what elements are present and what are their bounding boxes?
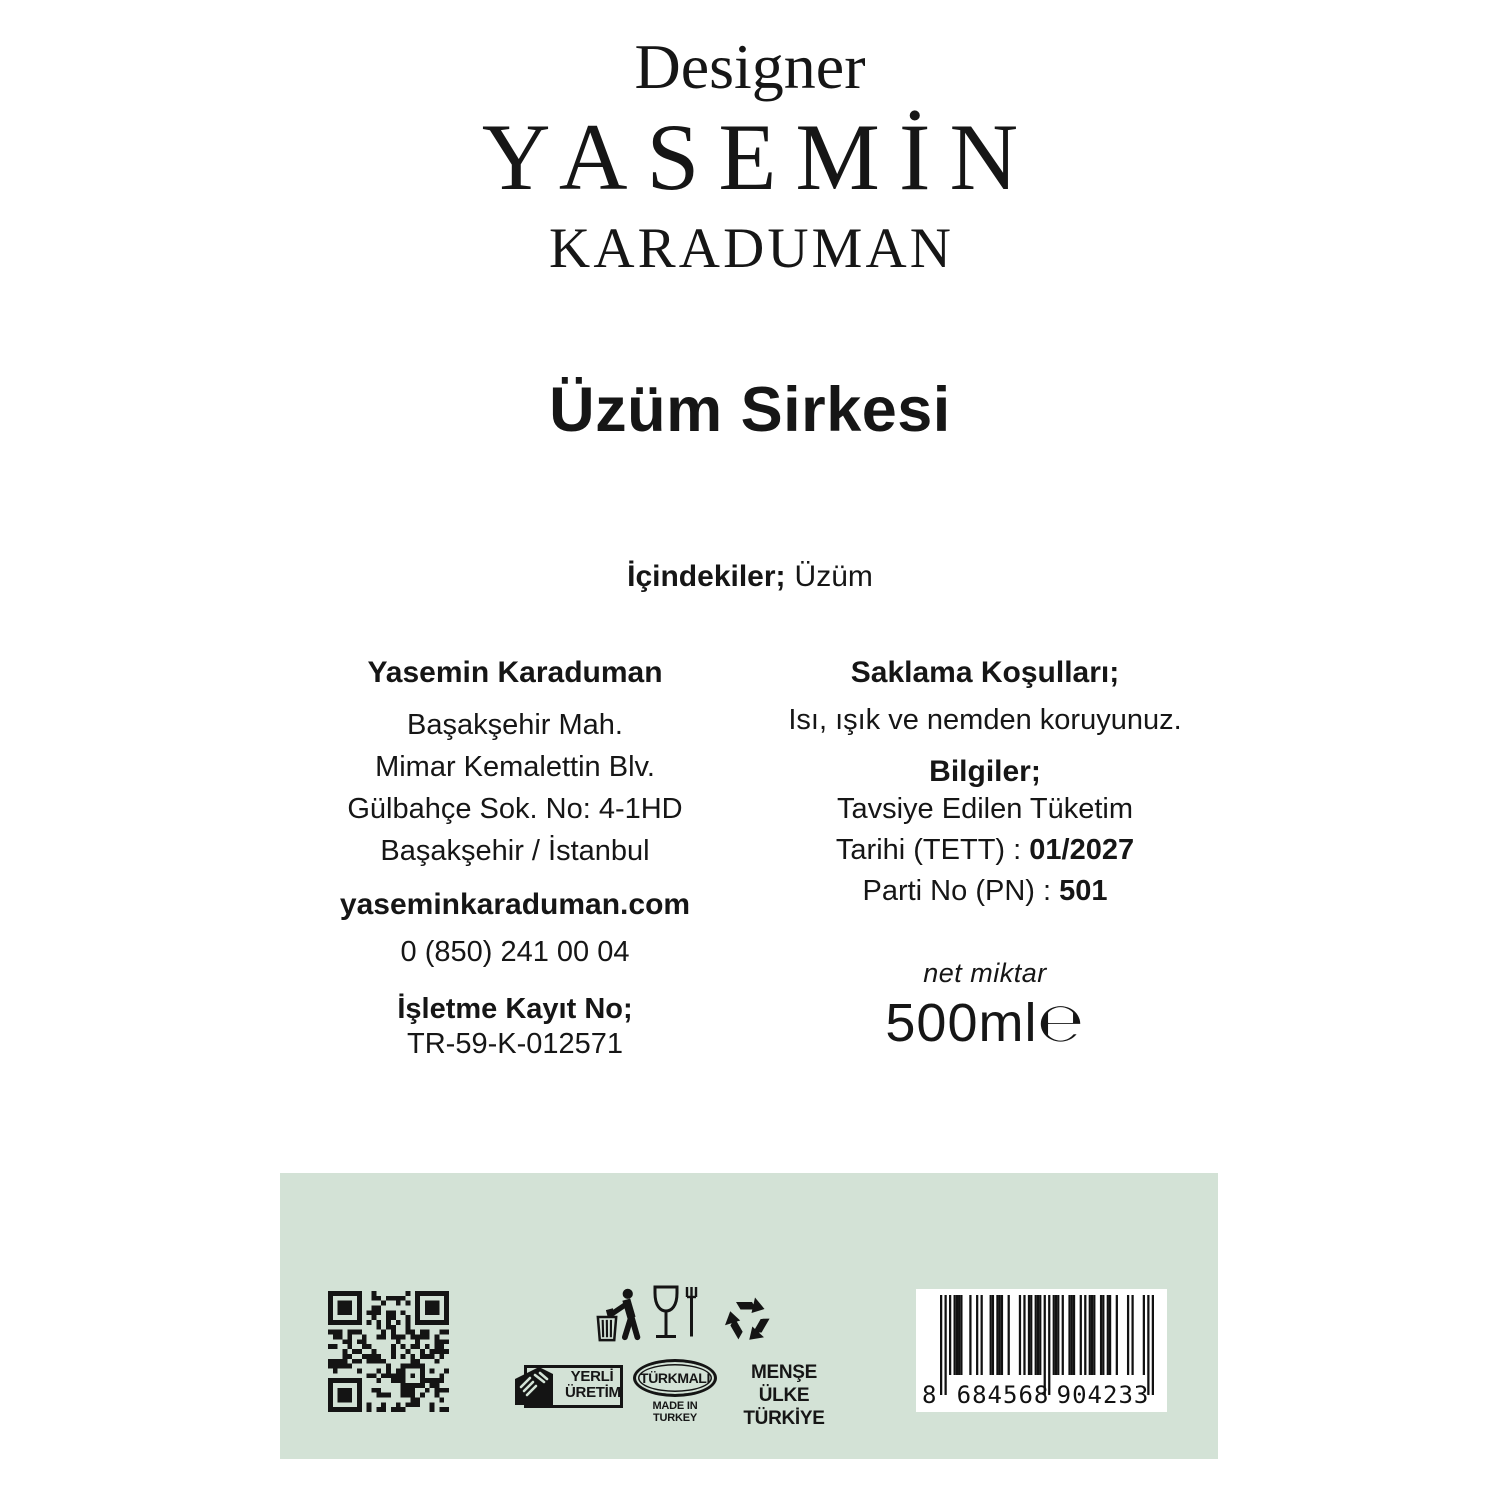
- registration-value: TR-59-K-012571: [407, 1028, 623, 1060]
- ingredients-value: Üzüm: [794, 560, 873, 593]
- producer-name: Yasemin Karaduman: [367, 656, 663, 689]
- producer-address-line: Başakşehir / İstanbul: [380, 835, 650, 867]
- ingredients-label: İçindekiler;: [627, 560, 786, 593]
- qr-code-icon: [328, 1291, 449, 1412]
- ingredients-line: [0, 560, 1500, 594]
- footer-band: [280, 1173, 1218, 1459]
- tett-value: 01/2027: [1029, 834, 1135, 866]
- tett-line1: Tavsiye Edilen Tüketim: [836, 793, 1134, 825]
- producer-column: [280, 656, 750, 1061]
- batch-value: 501: [1059, 875, 1108, 907]
- batch-label: Parti No (PN) :: [862, 875, 1052, 907]
- handshake-icon: [513, 1365, 565, 1405]
- barcode-digits-right: 904233: [1056, 1381, 1150, 1409]
- brand-first-name: YASEMİN: [481, 104, 1038, 210]
- barcode: [916, 1289, 1167, 1412]
- batch-line: [750, 871, 1220, 912]
- tett-label: Tarihi (TETT) :: [835, 834, 1022, 866]
- info-columns: [280, 656, 1220, 1061]
- producer-address-line: Mimar Kemalettin Blv.: [375, 751, 655, 783]
- net-quantity-value: 500ml℮: [885, 991, 1085, 1054]
- tett-line2: [750, 830, 1220, 871]
- storage-label: Saklama Koşulları;: [850, 656, 1120, 689]
- barcode-digit-first: 8: [922, 1381, 937, 1409]
- registration-label: İşletme Kayıt No;: [397, 993, 633, 1025]
- mense-ulke-text: MENŞE ÜLKE TÜRKİYE: [743, 1362, 825, 1429]
- glass-fork-icon: [650, 1285, 700, 1345]
- recycle-icon: [721, 1291, 775, 1347]
- barcode-bars: [940, 1295, 1154, 1395]
- tidyman-icon: [594, 1286, 648, 1346]
- yerli-uretim-text: YERLİ ÜRETİM: [565, 1368, 621, 1401]
- product-title: Üzüm Sirkesi: [549, 375, 951, 445]
- barcode-digits-left: 684568: [956, 1381, 1050, 1409]
- producer-website: yaseminkaraduman.com: [339, 888, 691, 921]
- producer-address-line: Başakşehir Mah.: [407, 709, 623, 741]
- made-in-turkey-text: MADE IN TURKEY: [652, 1400, 698, 1424]
- brand-last-name: KARADUMAN: [549, 217, 955, 280]
- net-quantity-label: net miktar: [923, 958, 1047, 988]
- producer-phone: 0 (850) 241 00 04: [400, 936, 630, 968]
- info-label: Bilgiler;: [929, 755, 1041, 788]
- turkmali-oval: TÜRKMALI: [633, 1359, 717, 1397]
- turkmali-badge: [632, 1359, 718, 1424]
- estimated-sign: ℮: [1037, 991, 1085, 1054]
- producer-address-line: Gülbahçe Sok. No: 4-1HD: [347, 793, 683, 825]
- storage-text: Isı, ışık ve nemden koruyunuz.: [788, 704, 1182, 736]
- details-column: [750, 656, 1220, 1061]
- yerli-uretim-badge: [524, 1365, 623, 1408]
- brand-prefix: Designer: [634, 31, 866, 102]
